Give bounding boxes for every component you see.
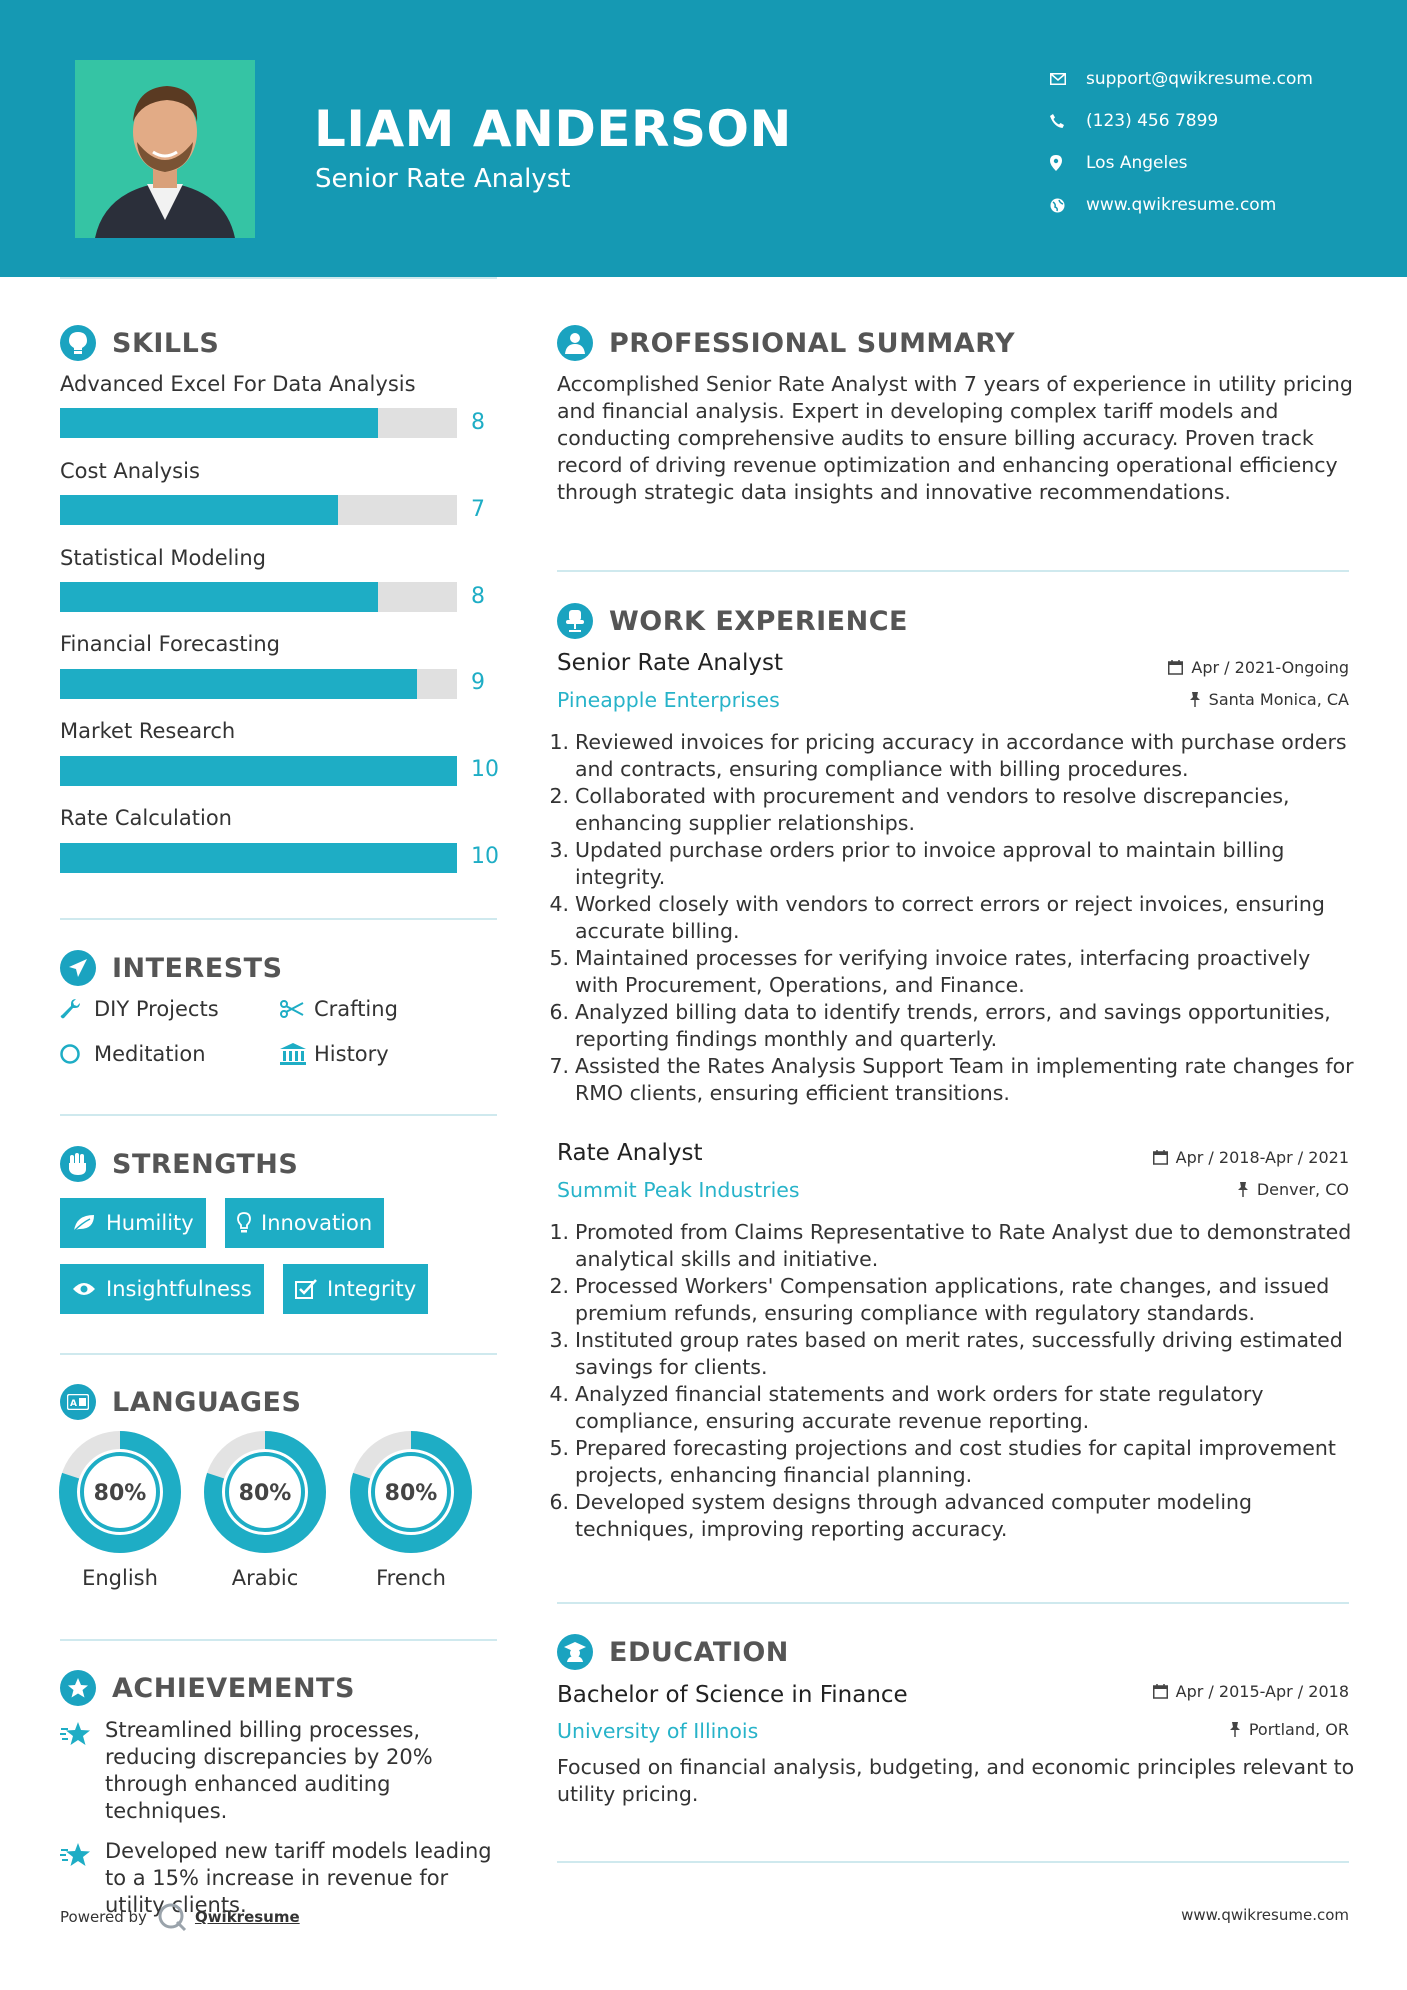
footer-powered-by [60, 1902, 300, 1932]
contact-phone-text: (123) 456 7899 [1086, 111, 1219, 131]
paper-plane-icon [60, 950, 96, 986]
calendar-icon [1153, 1684, 1168, 1699]
strengths-title: STRENGTHS [112, 1148, 299, 1180]
interest-label: Crafting [314, 997, 398, 1021]
candidate-name: LIAM ANDERSON [314, 100, 792, 158]
leaf-icon [72, 1213, 96, 1233]
skill-bar-fill [60, 582, 378, 612]
strength-label: Insightfulness [106, 1277, 252, 1301]
skill-name: Advanced Excel For Data Analysis [60, 372, 416, 396]
contact-location [1050, 142, 1313, 184]
interest-label: History [314, 1042, 389, 1066]
experience-title: WORK EXPERIENCE [609, 605, 908, 637]
interest-item [60, 997, 219, 1021]
education-title: EDUCATION [609, 1636, 789, 1668]
wrench-icon [60, 998, 94, 1020]
contact-website[interactable] [1050, 184, 1313, 226]
graduation-icon [557, 1634, 593, 1670]
experience-heading [557, 603, 908, 639]
skill-name: Market Research [60, 719, 236, 743]
raised-fist-icon [60, 1146, 96, 1182]
scissors-icon [280, 1000, 314, 1018]
strength-label: Humility [106, 1211, 194, 1235]
job-location [1189, 690, 1349, 709]
skill-value: 10 [471, 757, 499, 782]
achievement-item [60, 1717, 500, 1825]
skill-bar [60, 495, 457, 525]
language-gauge [58, 1430, 182, 1558]
check-square-icon [295, 1279, 317, 1299]
job-dates [1168, 658, 1349, 677]
job-location-text: Santa Monica, CA [1208, 690, 1349, 709]
job-dates-text: Apr / 2021-Ongoing [1191, 658, 1349, 677]
achievements-heading [60, 1670, 355, 1706]
candidate-title: Senior Rate Analyst [315, 164, 571, 194]
circle-icon [60, 1043, 94, 1065]
job-bullets [549, 729, 1357, 1107]
contact-phone[interactable] [1050, 100, 1313, 142]
interest-item [60, 1042, 206, 1066]
language-donut [349, 1430, 473, 1554]
contact-email[interactable] [1050, 58, 1313, 100]
skill-value: 8 [471, 584, 485, 609]
contact-website-text: www.qwikresume.com [1086, 195, 1277, 215]
contact-location-text: Los Angeles [1086, 153, 1188, 173]
lightbulb-icon [237, 1212, 251, 1234]
list-item: 6. Developed system designs through advanced computer modeling techniques, improving reporting accuracy. [549, 1490, 1253, 1541]
achievement-text: Developed new tariff models leading to a 15% increase in revenue for utility clients. [105, 1839, 492, 1917]
list-item: 5. Prepared forecasting projections and cost studies for capital improvement projects, enhancing financial planning. [549, 1436, 1336, 1487]
skill-name: Cost Analysis [60, 459, 200, 483]
location-pin-icon [1050, 155, 1086, 171]
language-donut [58, 1430, 182, 1554]
divider [60, 1353, 497, 1355]
divider [60, 277, 497, 279]
language-donut [203, 1430, 327, 1554]
language-percent: 80% [238, 1481, 292, 1506]
language-gauge [349, 1430, 473, 1558]
skill-bar [60, 408, 457, 438]
list-item: 2. Processed Workers' Compensation applications, rate changes, and issued premium refunds, ensuring compliance with regulatory standards. [549, 1274, 1330, 1325]
skill-name: Rate Calculation [60, 806, 232, 830]
school-name: University of Illinois [557, 1719, 759, 1743]
skill-value: 9 [471, 670, 485, 695]
skill-value: 7 [471, 497, 485, 522]
strength-badge [283, 1264, 428, 1314]
pushpin-icon [1237, 1182, 1249, 1197]
qwikresume-link[interactable]: Qwikresume [194, 1908, 300, 1926]
job-location-text: Denver, CO [1256, 1180, 1349, 1199]
skill-value: 10 [471, 844, 499, 869]
divider [60, 1639, 497, 1641]
interest-item [280, 1042, 389, 1066]
list-item: 1. Promoted from Claims Representative to Rate Analyst due to demonstrated analytical skills and initiative. [549, 1220, 1352, 1271]
list-item: 4. Worked closely with vendors to correct errors or reject invoices, ensuring accurate billing. [549, 892, 1325, 943]
chair-icon [557, 603, 593, 639]
profile-photo [75, 60, 255, 238]
language-percent: 80% [384, 1481, 438, 1506]
lightbulb-icon [60, 325, 96, 361]
strength-badge [60, 1264, 264, 1314]
list-item: 5. Maintained processes for verifying invoice rates, interfacing proactively with Procurement, Operations, and Finance. [549, 946, 1311, 997]
job-dates [1153, 1148, 1349, 1167]
skill-value: 8 [471, 410, 485, 435]
calendar-icon [1153, 1150, 1168, 1165]
skill-bar-fill [60, 669, 417, 699]
job-company: Summit Peak Industries [557, 1178, 800, 1202]
job-dates-text: Apr / 2018-Apr / 2021 [1175, 1148, 1349, 1167]
skill-bar [60, 669, 457, 699]
education-location [1229, 1720, 1349, 1739]
pushpin-icon [1189, 692, 1201, 707]
calendar-icon [1168, 660, 1183, 675]
education-dates [1153, 1682, 1349, 1701]
pushpin-icon [1229, 1722, 1241, 1737]
eye-icon [72, 1281, 96, 1297]
education-heading [557, 1634, 789, 1670]
strengths-heading [60, 1146, 298, 1182]
achievement-text: Streamlined billing processes, reducing discrepancies by 20% through enhanced auditing techniques. [105, 1718, 433, 1823]
skill-name: Financial Forecasting [60, 632, 280, 656]
globe-icon [1050, 198, 1086, 213]
list-item: 1. Reviewed invoices for pricing accuracy in accordance with purchase orders and contracts, ensuring compliance with billing procedures. [549, 730, 1347, 781]
language-name: French [376, 1566, 446, 1590]
job-title: Senior Rate Analyst [557, 650, 784, 676]
divider [60, 918, 497, 920]
summary-title: PROFESSIONAL SUMMARY [609, 327, 1016, 359]
language-name: Arabic [231, 1566, 299, 1590]
interests-heading [60, 950, 283, 986]
user-icon [557, 325, 593, 361]
skills-heading [60, 325, 219, 361]
degree-title: Bachelor of Science in Finance [557, 1682, 908, 1708]
powered-by-text: Powered by [60, 1908, 147, 1926]
skill-bar [60, 582, 457, 612]
language-percent: 80% [93, 1481, 147, 1506]
divider [557, 1602, 1349, 1604]
contact-email-text: support@qwikresume.com [1086, 69, 1313, 89]
star-badge-icon [60, 1670, 96, 1706]
skills-title: SKILLS [112, 327, 220, 359]
languages-heading [60, 1384, 301, 1420]
star-icon [60, 1717, 105, 1825]
list-item: 2. Collaborated with procurement and vendors to resolve discrepancies, enhancing supplier relationships. [549, 784, 1290, 835]
list-item: 7. Assisted the Rates Analysis Support Team in implementing rate changes for RMO clients, ensuring efficient transitions. [549, 1054, 1354, 1105]
divider [557, 570, 1349, 572]
skill-name: Statistical Modeling [60, 546, 266, 570]
summary-heading [557, 325, 1015, 361]
interests-title: INTERESTS [112, 952, 283, 984]
skill-bar-fill [60, 756, 457, 786]
language-card-icon [60, 1384, 96, 1420]
person-portrait-icon [75, 60, 255, 238]
contact-list [1050, 58, 1313, 226]
interest-label: DIY Projects [94, 997, 219, 1021]
list-item: 4. Analyzed financial statements and work orders for state regulatory compliance, ensuring accurate revenue reporting. [549, 1382, 1264, 1433]
list-item: 3. Instituted group rates based on merit rates, successfully driving estimated savings for clients. [549, 1328, 1343, 1379]
list-item: 3. Updated purchase orders prior to invoice approval to maintain billing integrity. [549, 838, 1285, 889]
envelope-icon [1050, 73, 1086, 85]
skill-bar-fill [60, 408, 378, 438]
list-item: 6. Analyzed billing data to identify trends, errors, and savings opportunities, reporting findings monthly and quarterly. [549, 1000, 1331, 1051]
interest-label: Meditation [94, 1042, 206, 1066]
job-title: Rate Analyst [557, 1140, 703, 1166]
skill-bar [60, 756, 457, 786]
qwikresume-logo-icon [157, 1902, 187, 1932]
education-description: Focused on financial analysis, budgeting, and economic principles relevant to utility pricing. [557, 1755, 1355, 1806]
skill-bar [60, 843, 457, 873]
skill-bar-fill [60, 495, 338, 525]
divider [60, 1114, 497, 1116]
job-company: Pineapple Enterprises [557, 688, 780, 712]
strength-badge [60, 1198, 206, 1248]
language-name: English [82, 1566, 158, 1590]
divider [557, 1861, 1349, 1863]
achievements-title: ACHIEVEMENTS [112, 1672, 355, 1704]
job-location [1237, 1180, 1349, 1199]
museum-icon [280, 1043, 314, 1065]
skill-bar-fill [60, 843, 457, 873]
header-banner [0, 0, 1407, 277]
phone-icon [1050, 114, 1086, 128]
education-dates-text: Apr / 2015-Apr / 2018 [1175, 1682, 1349, 1701]
language-gauge [203, 1430, 327, 1558]
strength-label: Integrity [327, 1277, 417, 1301]
footer-url[interactable]: www.qwikresume.com [1181, 1906, 1349, 1924]
education-location-text: Portland, OR [1248, 1720, 1349, 1739]
job-bullets [549, 1219, 1357, 1543]
summary-text: Accomplished Senior Rate Analyst with 7 years of experience in utility pricing and financial analysis. Expert in developing complex tariff models and conducting comprehensive audits to ensure billing accuracy. Proven track record of driving revenue optimization and enhancing operational efficiency through strategic data insights and innovative recommendations. [557, 372, 1353, 504]
languages-title: LANGUAGES [112, 1386, 302, 1418]
svg-text:A: A [70, 1399, 77, 1409]
interest-item [280, 997, 398, 1021]
strength-badge [225, 1198, 384, 1248]
strength-label: Innovation [261, 1211, 373, 1235]
